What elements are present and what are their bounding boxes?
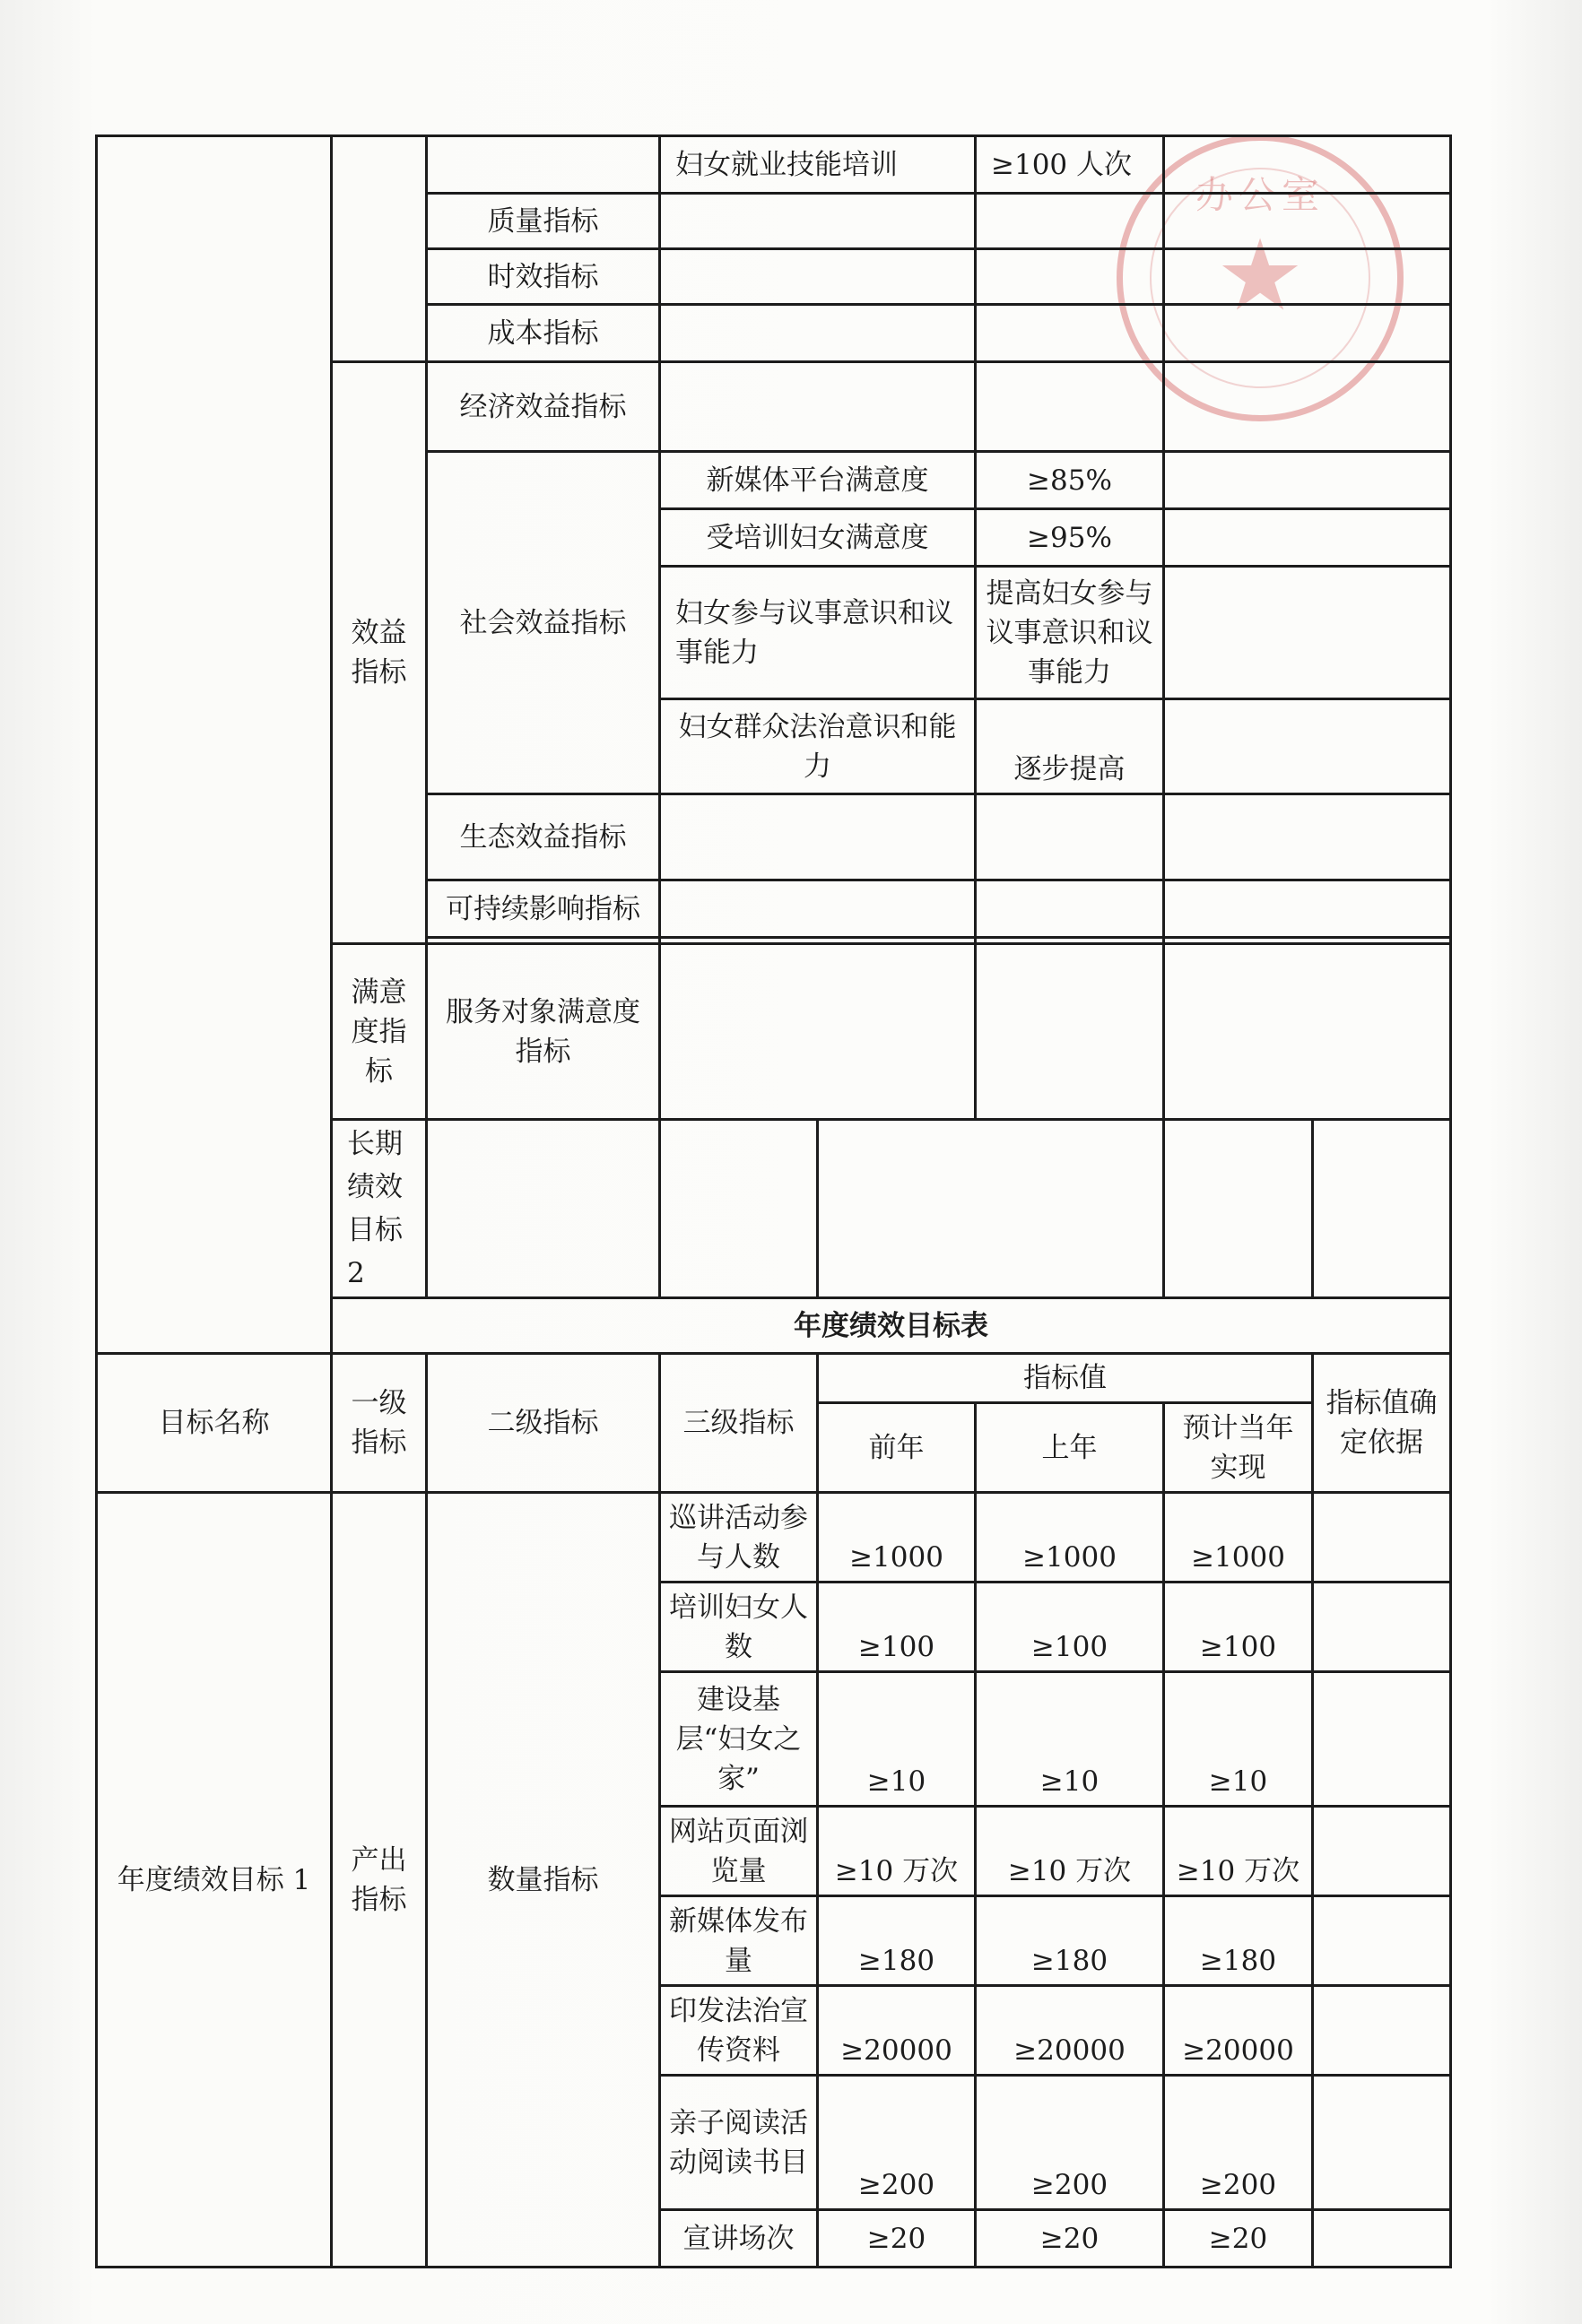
annual-goal-name: 年度绩效目标 1 bbox=[97, 1493, 332, 2268]
goal-name-cell bbox=[97, 136, 332, 1354]
basis-cell bbox=[1164, 136, 1451, 194]
basis-cell bbox=[1164, 305, 1451, 362]
level1-benefit: 效益指标 bbox=[332, 362, 427, 944]
level3-cell: 新媒体平台满意度 bbox=[660, 452, 976, 509]
annual-last: ≥180 bbox=[976, 1896, 1164, 1986]
header-level2: 二级指标 bbox=[427, 1354, 660, 1493]
annual-last: ≥20000 bbox=[976, 1986, 1164, 2076]
level3-cell bbox=[660, 305, 976, 362]
seal-star-icon: ★ bbox=[1215, 218, 1305, 333]
annual-metric: 网站页面浏览量 bbox=[660, 1807, 818, 1896]
level1-satisfaction: 满意度指标 bbox=[332, 944, 427, 1120]
level3-cell bbox=[660, 194, 976, 249]
level3-cell bbox=[660, 794, 976, 880]
annual-level1: 产出指标 bbox=[332, 1493, 427, 2268]
value-cell: ≥100 人次 bbox=[976, 136, 1164, 194]
level1-cell bbox=[332, 136, 427, 362]
basis-cell bbox=[1164, 699, 1451, 794]
level1-cell bbox=[427, 1120, 660, 1298]
annual-expected: ≥10 bbox=[1164, 1672, 1313, 1807]
level2-cell: 成本指标 bbox=[427, 305, 660, 362]
performance-table bbox=[95, 134, 1452, 2268]
header-row bbox=[97, 1354, 1451, 1403]
basis-cell bbox=[1164, 567, 1451, 699]
annual-metric: 印发法治宣传资料 bbox=[660, 1986, 818, 2076]
annual-last: ≥10 bbox=[976, 1672, 1164, 1807]
level2-cell: 质量指标 bbox=[427, 194, 660, 249]
annual-prev: ≥200 bbox=[818, 2076, 976, 2210]
basis-cell bbox=[1164, 194, 1451, 249]
header-basis: 指标值确定依据 bbox=[1313, 1354, 1451, 1493]
level2-economic: 经济效益指标 bbox=[427, 362, 660, 452]
annual-prev: ≥1000 bbox=[818, 1493, 976, 1583]
level2-ecological: 生态效益指标 bbox=[427, 794, 660, 880]
level3-cell: 妇女群众法治意识和能力 bbox=[660, 699, 976, 794]
annual-basis bbox=[1313, 2210, 1451, 2268]
annual-last: ≥20 bbox=[976, 2210, 1164, 2268]
annual-basis bbox=[1313, 1986, 1451, 2076]
header-expected: 预计当年实现 bbox=[1164, 1403, 1313, 1493]
level3-cell bbox=[660, 880, 976, 938]
basis-cell bbox=[1164, 362, 1451, 452]
annual-prev: ≥20000 bbox=[818, 1986, 976, 2076]
basis-cell bbox=[1164, 509, 1451, 567]
annual-expected: ≥100 bbox=[1164, 1583, 1313, 1672]
seal-text: 办公室 bbox=[1195, 173, 1325, 217]
annual-expected: ≥10 万次 bbox=[1164, 1807, 1313, 1896]
value-cell bbox=[976, 794, 1164, 880]
annual-metric: 亲子阅读活动阅读书目 bbox=[660, 2076, 818, 2210]
annual-basis bbox=[1313, 1493, 1451, 1583]
annual-table-title: 年度绩效目标表 bbox=[332, 1298, 1451, 1354]
level3-cell bbox=[660, 944, 976, 1120]
long-term-goal-2: 长期绩效目标 2 bbox=[332, 1120, 427, 1298]
annual-prev: ≥20 bbox=[818, 2210, 976, 2268]
annual-expected: ≥200 bbox=[1164, 2076, 1313, 2210]
level2-cell: 时效指标 bbox=[427, 249, 660, 305]
value-cell bbox=[1164, 1120, 1313, 1298]
annual-metric: 宣讲场次 bbox=[660, 2210, 818, 2268]
value-cell bbox=[976, 305, 1164, 362]
level2-cell bbox=[427, 938, 660, 944]
basis-cell bbox=[1164, 880, 1451, 938]
annual-metric: 建设基层“妇女之家” bbox=[660, 1672, 818, 1807]
annual-prev: ≥100 bbox=[818, 1583, 976, 1672]
basis-cell bbox=[1164, 944, 1451, 1120]
value-cell bbox=[976, 938, 1164, 944]
annual-prev: ≥10 bbox=[818, 1672, 976, 1807]
annual-prev: ≥10 万次 bbox=[818, 1807, 976, 1896]
basis-cell bbox=[1164, 938, 1451, 944]
annual-basis bbox=[1313, 2076, 1451, 2210]
value-cell: 提高妇女参与议事意识和议事能力 bbox=[976, 567, 1164, 699]
value-cell bbox=[976, 880, 1164, 938]
value-cell bbox=[976, 249, 1164, 305]
level2-service-satisfaction: 服务对象满意度指标 bbox=[427, 944, 660, 1120]
header-level1: 一级指标 bbox=[332, 1354, 427, 1493]
level3-cell: 妇女参与议事意识和议事能力 bbox=[660, 567, 976, 699]
value-cell bbox=[976, 362, 1164, 452]
basis-cell bbox=[1164, 452, 1451, 509]
annual-expected: ≥180 bbox=[1164, 1896, 1313, 1986]
annual-basis bbox=[1313, 1583, 1451, 1672]
value-cell: ≥95% bbox=[976, 509, 1164, 567]
basis-cell bbox=[1164, 249, 1451, 305]
value-cell: ≥85% bbox=[976, 452, 1164, 509]
annual-expected: ≥20000 bbox=[1164, 1986, 1313, 2076]
annual-prev: ≥180 bbox=[818, 1896, 976, 1986]
annual-last: ≥1000 bbox=[976, 1493, 1164, 1583]
level3-cell: 妇女就业技能培训 bbox=[660, 136, 976, 194]
level3-cell bbox=[818, 1120, 1164, 1298]
annual-metric: 培训妇女人数 bbox=[660, 1583, 818, 1672]
annual-metric: 新媒体发布量 bbox=[660, 1896, 818, 1986]
level2-cell bbox=[427, 136, 660, 194]
annual-level2: 数量指标 bbox=[427, 1493, 660, 2268]
header-indicator-value: 指标值 bbox=[818, 1354, 1313, 1403]
header-last-year: 上年 bbox=[976, 1403, 1164, 1493]
annual-metric: 巡讲活动参与人数 bbox=[660, 1493, 818, 1583]
value-cell: 逐步提高 bbox=[976, 699, 1164, 794]
value-cell bbox=[976, 944, 1164, 1120]
level2-social: 社会效益指标 bbox=[427, 452, 660, 794]
table-row bbox=[97, 136, 1451, 194]
annual-last: ≥10 万次 bbox=[976, 1807, 1164, 1896]
basis-cell bbox=[1313, 1120, 1451, 1298]
level2-sustainable: 可持续影响指标 bbox=[427, 880, 660, 938]
value-cell bbox=[976, 194, 1164, 249]
header-level3: 三级指标 bbox=[660, 1354, 818, 1493]
annual-expected: ≥20 bbox=[1164, 2210, 1313, 2268]
annual-basis bbox=[1313, 1672, 1451, 1807]
level3-cell bbox=[660, 249, 976, 305]
level2-cell bbox=[660, 1120, 818, 1298]
level3-cell: 受培训妇女满意度 bbox=[660, 509, 976, 567]
level3-cell bbox=[660, 938, 976, 944]
annual-basis bbox=[1313, 1807, 1451, 1896]
annual-basis bbox=[1313, 1896, 1451, 1986]
header-goal-name: 目标名称 bbox=[97, 1354, 332, 1493]
basis-cell bbox=[1164, 794, 1451, 880]
annual-last: ≥100 bbox=[976, 1583, 1164, 1672]
header-prev-year: 前年 bbox=[818, 1403, 976, 1493]
level3-cell bbox=[660, 362, 976, 452]
annual-last: ≥200 bbox=[976, 2076, 1164, 2210]
annual-expected: ≥1000 bbox=[1164, 1493, 1313, 1583]
table-row bbox=[97, 1493, 1451, 1583]
